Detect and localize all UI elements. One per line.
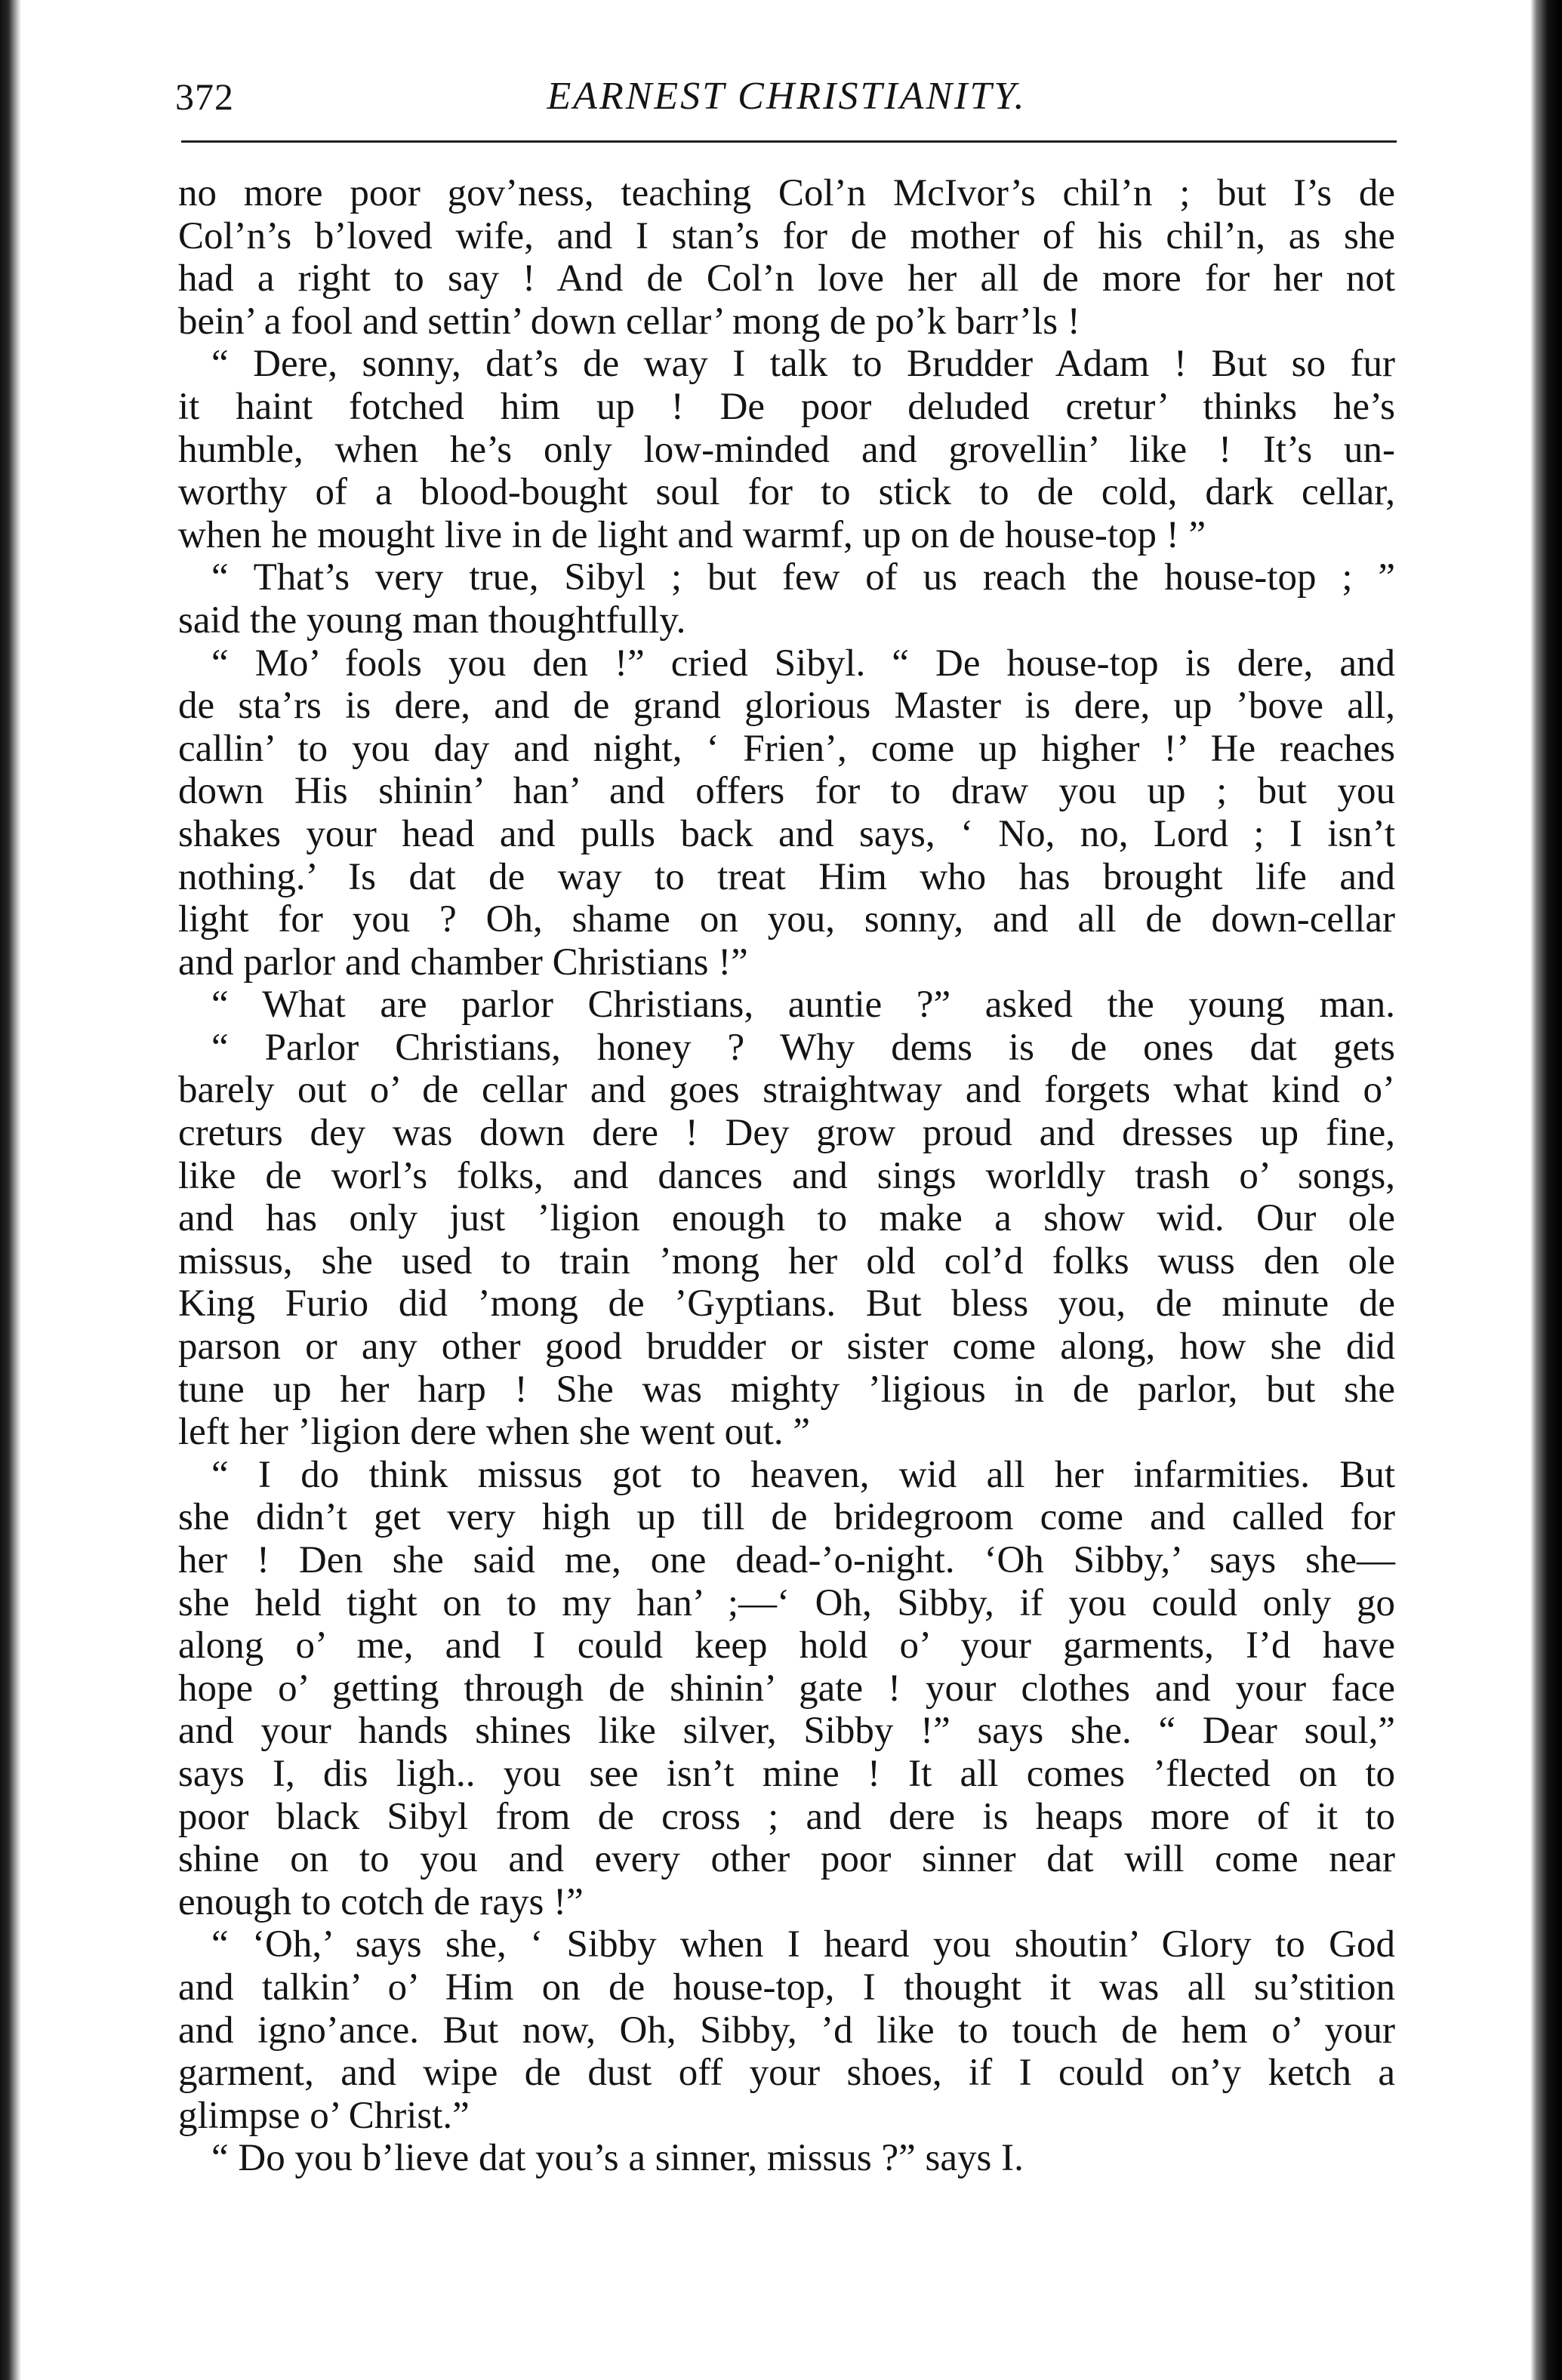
text-line: “ Do you b’lieve dat you’s a sinner, missus ?” says I. (211, 2137, 1024, 2180)
right-binding-shadow (1530, 0, 1562, 2380)
text-line: missus, she used to train ’mong her old col’d folks wuss den ole (178, 1239, 1395, 1282)
text-line: had a right to say ! And de Col’n love her all de more for her not (178, 257, 1395, 300)
text-line: and has only just ’ligion enough to make a show wid. Our ole (178, 1197, 1395, 1240)
text-line: enough to cotch de rays !” (178, 1880, 584, 1923)
text-line: no more poor gov’ness, teaching Col’n McIvor’s chil’n ; but I’s de (178, 172, 1395, 214)
text-line: and parlor and chamber Christians !” (178, 941, 748, 984)
text-line: “ What are parlor Christians, auntie ?” asked the young man. (211, 984, 1395, 1027)
text-line: de sta’rs is dere, and de grand glorious Master is dere, up ’bove all, (178, 685, 1395, 728)
text-line: creturs dey was down dere ! Dey grow proud and dresses up fine, (178, 1112, 1395, 1155)
text-line: like de worl’s folks, and dances and sings worldly trash o’ songs, (178, 1154, 1395, 1197)
text-line: “ Mo’ fools you den !” cried Sibyl. “ De house-top is dere, and (211, 642, 1395, 685)
text-line: worthy of a blood-bought soul for to stick to de cold, dark cellar, (178, 471, 1395, 514)
left-page-edge-shadow (0, 0, 21, 2380)
text-line: “ That’s very true, Sibyl ; but few of us reach the house-top ; ” (211, 556, 1395, 599)
text-line: nothing.’ Is dat de way to treat Him who has brought life and (178, 855, 1395, 898)
text-line: when he mought live in de light and warmf, up on de house-top ! ” (178, 513, 1206, 556)
running-title: EARNEST CHRISTIANITY. (547, 75, 1027, 118)
text-line: humble, when he’s only low-minded and grovellin’ like ! It’s un- (178, 428, 1395, 471)
text-line: hope o’ getting through de shinin’ gate ! your clothes and your face (178, 1667, 1395, 1710)
text-line: King Furio did ’mong de ’Gyptians. But bless you, de minute de (178, 1282, 1395, 1325)
text-line: along o’ me, and I could keep hold o’ your garments, I’d have (178, 1624, 1395, 1667)
text-line: and your hands shines like silver, Sibby !” says she. “ Dear soul,” (178, 1710, 1395, 1753)
text-line: bein’ a fool and settin’ down cellar’ mong de po’k barr’ls ! (178, 300, 1080, 343)
text-line: shine on to you and every other poor sinner dat will come near (178, 1838, 1395, 1881)
text-line: shakes your head and pulls back and says, ‘ No, no, Lord ; I isn’t (178, 812, 1395, 855)
text-line: Col’n’s b’loved wife, and I stan’s for de mother of his chil’n, as she (178, 214, 1395, 257)
text-line: down His shinin’ han’ and offers for to draw you up ; but you (178, 770, 1395, 813)
text-line: tune up her harp ! She was mighty ’ligious in de parlor, but she (178, 1368, 1395, 1411)
text-line: and igno’ance. But now, Oh, Sibby, ’d like to touch de hem o’ your (178, 2009, 1395, 2052)
text-line: left her ’ligion dere when she went out. ” (178, 1411, 810, 1454)
text-line: says I, dis ligh.. you see isn’t mine ! It all comes ’flected on to (178, 1752, 1395, 1795)
header-rule (181, 140, 1397, 143)
text-line: “ Parlor Christians, honey ? Why dems is de ones dat gets (211, 1026, 1395, 1069)
text-line: poor black Sibyl from de cross ; and dere is heaps more of it to (178, 1795, 1395, 1838)
text-line: callin’ to you day and night, ‘ Frien’, come up higher !’ He reaches (178, 727, 1395, 770)
text-line: garment, and wipe de dust off your shoes, if I could on’y ketch a (178, 2052, 1395, 2095)
body-text (178, 172, 1395, 2180)
text-line: barely out o’ de cellar and goes straightway and forgets what kind o’ (178, 1069, 1395, 1112)
text-line: “ ‘Oh,’ says she, ‘ Sibby when I heard you shoutin’ Glory to God (211, 1923, 1395, 1966)
text-line: “ Dere, sonny, dat’s de way I talk to Brudder Adam ! But so fur (211, 343, 1395, 386)
page-number: 372 (175, 75, 234, 118)
text-line: her ! Den she said me, one dead-’o-night. ‘Oh Sibby,’ says she— (178, 1539, 1395, 1581)
text-line: she didn’t get very high up till de bridegroom come and called for (178, 1496, 1395, 1539)
text-line: said the young man thoughtfully. (178, 599, 686, 642)
text-line: parson or any other good brudder or sister come along, how she did (178, 1325, 1395, 1369)
text-line: it haint fotched him up ! De poor deluded cretur’ thinks he’s (178, 385, 1395, 428)
text-line: glimpse o’ Christ.” (178, 2094, 470, 2137)
text-line: and talkin’ o’ Him on de house-top, I thought it was all su’stition (178, 1966, 1395, 2009)
text-line: light for you ? Oh, shame on you, sonny, and all de down-cellar (178, 898, 1395, 941)
text-line: she held tight on to my han’ ;—‘ Oh, Sibby, if you could only go (178, 1581, 1395, 1624)
page-header (175, 66, 1398, 127)
text-line: “ I do think missus got to heaven, wid all her infarmities. But (211, 1453, 1395, 1496)
